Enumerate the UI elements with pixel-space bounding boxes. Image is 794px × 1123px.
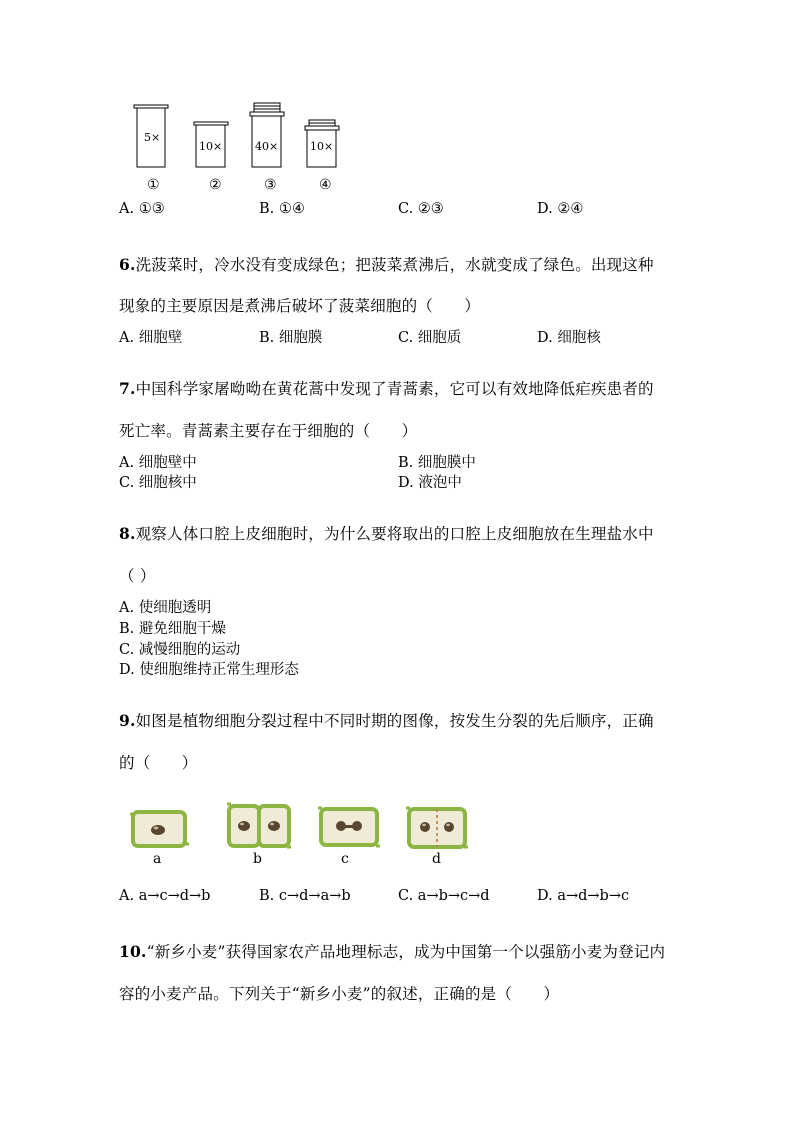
lens-2-magnification: 10× — [199, 140, 223, 153]
q7-option-d[interactable]: D. 液泡中 — [398, 475, 462, 491]
cell-c-image — [318, 808, 380, 846]
q9-option-b[interactable]: B. c→d→a→b — [259, 888, 351, 904]
q7-option-b[interactable]: B. 细胞膜中 — [398, 455, 476, 471]
cell-b-image — [227, 804, 291, 847]
q8-option-b[interactable]: B. 避免细胞干燥 — [119, 621, 226, 637]
q6-line1 — [119, 253, 654, 275]
q10-stem-2: 容的小麦产品。下列关于“新乡小麦”的叙述，正确的是（ ） — [119, 985, 560, 1003]
q8-option-c[interactable]: C. 减慢细胞的运动 — [119, 642, 241, 658]
q5-option-d[interactable]: D. ②④ — [537, 201, 584, 217]
lens-3-magnification: 40× — [255, 140, 279, 153]
cell-b-label: b — [253, 851, 262, 867]
q10-stem-1: “新乡小麦”获得国家农产品地理标志，成为中国第一个以强筋小麦为登记内 — [146, 943, 666, 961]
q6-number: 6. — [119, 255, 136, 274]
cell-a-label: a — [153, 851, 162, 867]
objective-lens-3 — [250, 103, 284, 167]
q7-option-a[interactable]: A. 细胞壁中 — [119, 455, 197, 471]
lens-4-magnification: 10× — [310, 140, 334, 153]
cell-a-image — [130, 812, 189, 846]
cell-d-image — [406, 808, 468, 847]
q6-option-a[interactable]: A. 细胞壁 — [119, 330, 183, 346]
q8-stem-2: （ ） — [119, 567, 156, 585]
q9-option-a[interactable]: A. a→c→d→b — [119, 888, 211, 904]
q8-option-a[interactable]: A. 使细胞透明 — [119, 600, 212, 616]
lens-1-magnification: 5× — [144, 131, 161, 144]
q7-line1 — [119, 377, 654, 399]
q6-option-b[interactable]: B. 细胞膜 — [259, 330, 323, 346]
q5-option-c[interactable]: C. ②③ — [398, 201, 444, 217]
q9-stem-2: 的（ ） — [119, 754, 198, 772]
q6-stem-1: 洗菠菜时，冷水没有变成绿色；把菠菜煮沸后，水就变成了绿色。出现这种 — [135, 256, 654, 274]
q6-option-c[interactable]: C. 细胞质 — [398, 330, 462, 346]
q8-line1 — [119, 522, 654, 544]
q5-option-b[interactable]: B. ①④ — [259, 201, 305, 217]
q6-stem-2: 现象的主要原因是煮沸后破坏了菠菜细胞的（ ） — [119, 297, 481, 315]
q10-number: 10. — [119, 942, 147, 961]
cell-c-label: c — [341, 851, 349, 867]
q7-stem-2: 死亡率。青蒿素主要存在于细胞的（ ） — [119, 422, 418, 440]
cell-d-label: d — [432, 851, 441, 867]
lens-3-number: ③ — [264, 177, 277, 193]
q5-option-a[interactable]: A. ①③ — [119, 201, 165, 217]
lens-4-number: ④ — [319, 177, 332, 193]
q8-number: 8. — [119, 524, 136, 543]
q9-stem-1: 如图是植物细胞分裂过程中不同时期的图像，按发生分裂的先后顺序，正确 — [135, 712, 654, 730]
q7-option-c[interactable]: C. 细胞核中 — [119, 475, 197, 491]
q6-option-d[interactable]: D. 细胞核 — [537, 330, 601, 346]
cell-division-figure — [128, 800, 478, 856]
q10-line1 — [119, 940, 665, 962]
q7-stem-1: 中国科学家屠呦呦在黄花蒿中发现了青蒿素，它可以有效地降低疟疾患者的 — [135, 380, 654, 398]
lens-2-number: ② — [209, 177, 222, 193]
q9-line1 — [119, 709, 654, 731]
q9-option-c[interactable]: C. a→b→c→d — [398, 888, 490, 904]
q9-option-d[interactable]: D. a→d→b→c — [537, 888, 630, 904]
q7-number: 7. — [119, 379, 136, 398]
q8-stem-1: 观察人体口腔上皮细胞时，为什么要将取出的口腔上皮细胞放在生理盐水中 — [135, 525, 654, 543]
lens-1-number: ① — [147, 177, 160, 193]
q8-option-d[interactable]: D. 使细胞维持正常生理形态 — [119, 662, 299, 678]
q9-number: 9. — [119, 711, 136, 730]
